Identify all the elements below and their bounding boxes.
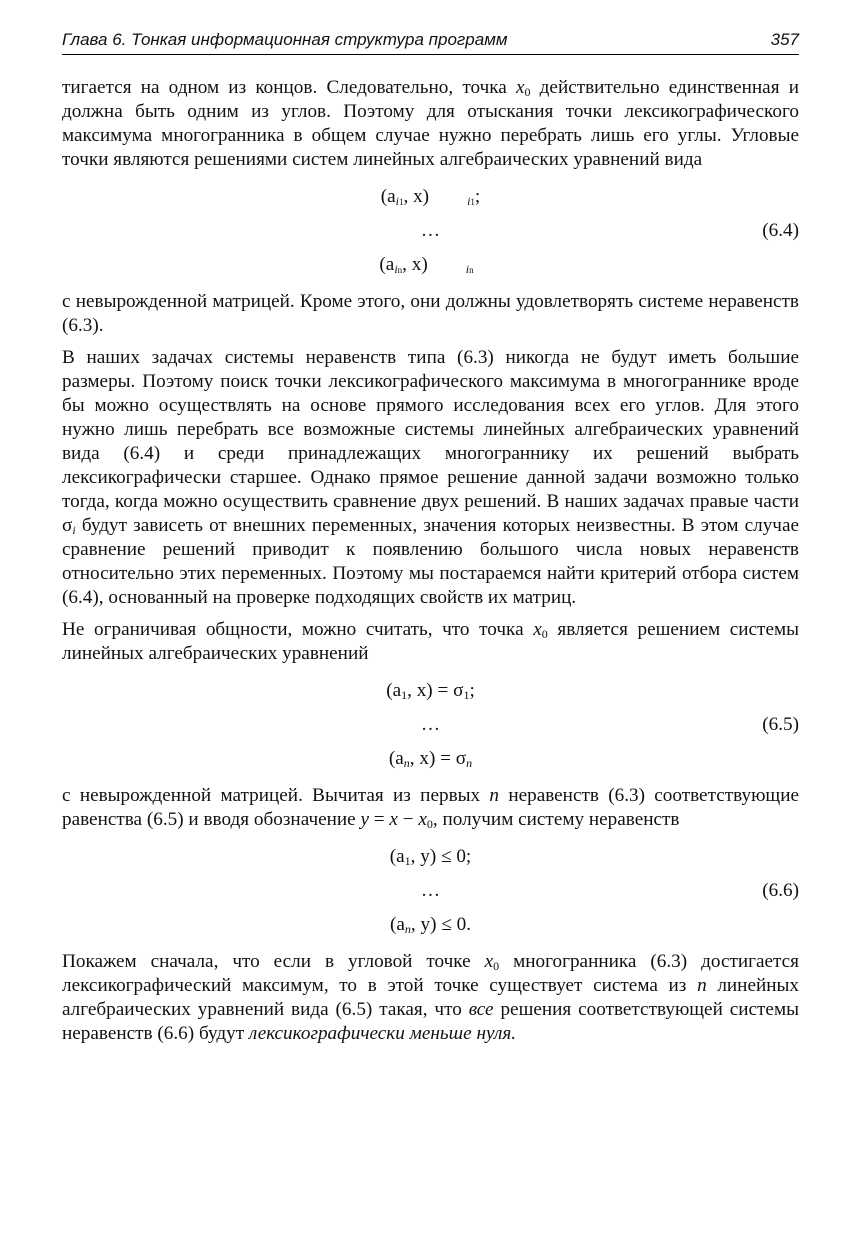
eq-ellipsis: … <box>420 880 441 901</box>
eq-line: ($a_1$, $x) = \sigma_1$; <box>386 680 475 702</box>
eq-ellipsis: … <box>420 220 441 241</box>
eq-line: ($a_1$, y) ≤ 0; <box>389 846 472 868</box>
equation-number: (6.6) <box>762 880 799 901</box>
paragraph-1: тигается на одном из концов. Следовательно, точка $x_0$ действительно единственная и должна быть одним из углов. Поэтому для отыскания точки лексикографического максимума многогранника в общем случае нужно перебрать лишь его углы. Угловые точки являются решениями систем линейных алгебраических уравнений вида <box>62 77 799 170</box>
page-number: 357 <box>770 30 799 49</box>
eq-line: ($a_{i1}$, x) $_{i1}$; <box>380 186 481 208</box>
paragraph-4: Не ограничивая общности, можно считать, что точка $x_0$ является решением системы линейных алгебраических уравнений <box>62 619 799 664</box>
eq-line: ($a_n$, y) ≤ 0. <box>390 914 471 936</box>
eq-line: ($a_{in}$, x) $_{in}$ <box>379 254 474 276</box>
paragraph-6: Покажем сначала, что если в угловой точке $x_0$ многогранника (6.3) достигается лексикографический максимум, то в этой точке существует система из n линейных алгебраических уравнений вида (6.5) такая, что все решения соответствующей системы неравенств (6.6) будут лексикографически меньше нуля. <box>62 951 799 1044</box>
equation-number: (6.5) <box>762 714 799 735</box>
eq-ellipsis: … <box>420 714 441 735</box>
eq-line: ($a_n$, $x) = \sigma_n$ <box>388 748 473 770</box>
chapter-title: Глава 6. Тонкая информационная структура программ <box>62 30 508 49</box>
page-body <box>62 76 799 1046</box>
paragraph-3: В наших задачах системы неравенств типа (6.3) никогда не будут иметь большие размеры. Поэтому поиск точки лексикографического максимума в многограннике вроде бы можно осуществлять на основе прямого исследования всех его углов. Для этого нужно лишь перебрать все возможные системы линейных алгебраических уравнений вида (6.4) и среди принадлежащих многограннику их решений выбрать лексикографически старшее. Однако прямое решение данной задачи возможно только тогда, когда можно осуществить сравнение двух решений. В наших задачах правые части $\sigma_i$ будут зависеть от внешних переменных, значения которых неизвестны. В этом случае сравнение решений приводит к появлению большого числа новых неравенств относительно этих переменных. Поэтому мы постараемся найти критерий отбора систем (6.4), основанный на проверке подходящих свойств их матриц. <box>62 347 799 608</box>
equation-6-6 <box>62 840 799 942</box>
equation-number: (6.4) <box>762 220 799 241</box>
equation-6-5 <box>62 674 799 776</box>
equation-6-4 <box>62 180 799 282</box>
paragraph-2: с невырожденной матрицей. Кроме этого, они должны удовлетворять системе неравенств (6.3). <box>62 291 799 336</box>
running-header <box>62 28 799 55</box>
paragraph-5: с невырожденной матрицей. Вычитая из первых n неравенств (6.3) соответствующие равенства (6.5) и вводя обозначение $y = x - x_0$, получим систему неравенств <box>62 785 799 831</box>
